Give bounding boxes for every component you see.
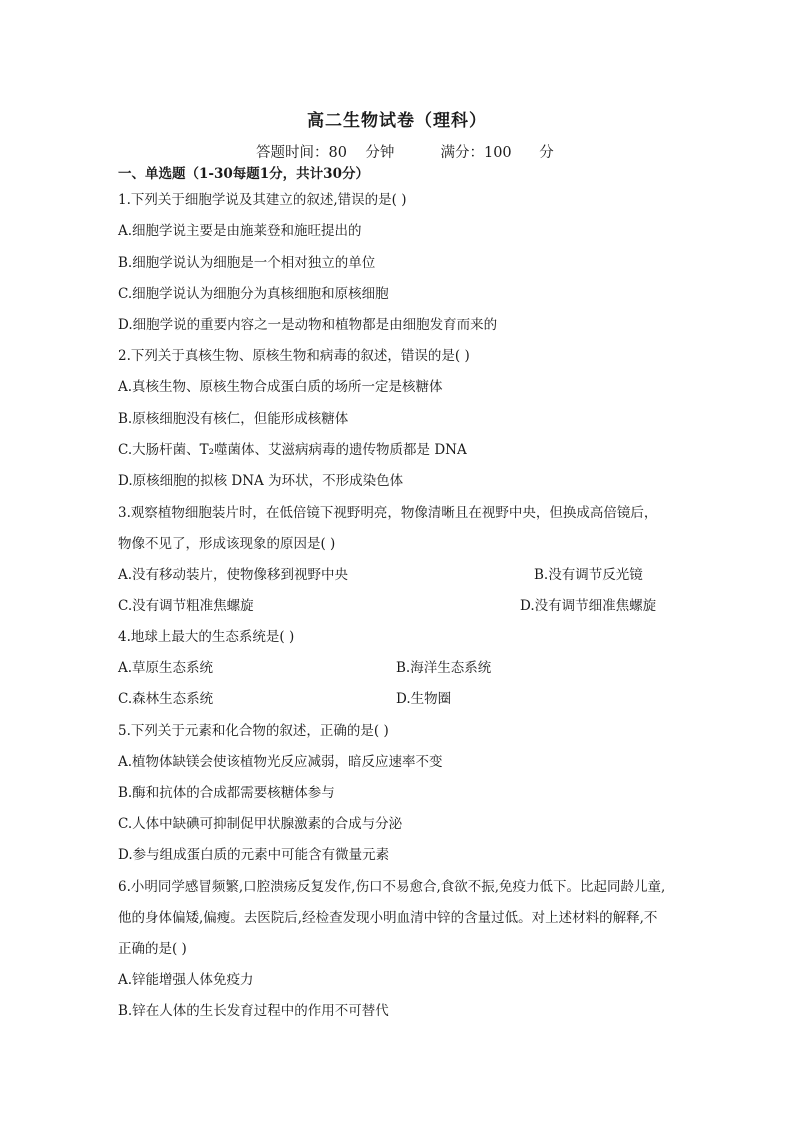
question-6-stem-line1: 6.小明同学感冒频繁,口腔溃疡反复发作,伤口不易愈合,食欲不振,免疫力低下。比起同龄儿童, bbox=[118, 879, 666, 895]
question-1-stem: 1.下列关于细胞学说及其建立的叙述,错误的是( ) bbox=[118, 192, 407, 208]
question-2-option-d: D.原核细胞的拟核 DNA 为环状，不形成染色体 bbox=[118, 473, 404, 489]
question-1-option-c: C.细胞学说认为细胞分为真核细胞和原核细胞 bbox=[118, 286, 389, 302]
section-heading: 一、单选题（1-30每题1分，共计30分） bbox=[118, 166, 369, 182]
question-5-option-b: B.酶和抗体的合成都需要核糖体参与 bbox=[118, 785, 335, 801]
question-5-option-d: D.参与组成蛋白质的元素中可能含有微量元素 bbox=[118, 847, 390, 863]
question-4-option-a: A.草原生态系统 bbox=[118, 660, 214, 676]
question-3-option-b: B.没有调节反光镜 bbox=[534, 567, 643, 583]
question-3-stem-line1: 3.观察植物细胞装片时，在低倍镜下视野明亮，物像清晰且在视野中央，但换成高倍镜后， bbox=[118, 505, 658, 521]
question-6-stem-line3: 正确的是( ) bbox=[118, 941, 187, 957]
question-4-option-d: D.生物圈 bbox=[396, 691, 452, 707]
question-6-option-a: A.锌能增强人体免疫力 bbox=[118, 972, 254, 988]
question-3-option-a: A.没有移动装片，使物像移到视野中央 bbox=[118, 567, 349, 583]
question-5-option-a: A.植物体缺镁会使该植物光反应减弱，暗反应速率不变 bbox=[118, 754, 443, 770]
question-5-option-c: C.人体中缺碘可抑制促甲状腺激素的合成与分泌 bbox=[118, 816, 403, 832]
question-1-option-b: B.细胞学说认为细胞是一个相对独立的单位 bbox=[118, 255, 376, 271]
exam-info: 答题时间：80 分钟 满分：100 分 bbox=[256, 145, 554, 161]
question-1-option-a: A.细胞学说主要是由施莱登和施旺提出的 bbox=[118, 223, 362, 239]
question-6-option-b: B.锌在人体的生长发育过程中的作用不可替代 bbox=[118, 1003, 389, 1019]
question-3-option-c: C.没有调节粗准焦螺旋 bbox=[118, 598, 254, 614]
question-5-stem: 5.下列关于元素和化合物的叙述，正确的是( ) bbox=[118, 723, 389, 739]
question-6-stem-line2: 他的身体偏矮,偏瘦。去医院后,经检查发现小明血清中锌的含量过低。对上述材料的解释,不 bbox=[118, 910, 658, 926]
question-1-option-d: D.细胞学说的重要内容之一是动物和植物都是由细胞发育而来的 bbox=[118, 317, 498, 333]
question-2-stem: 2.下列关于真核生物、原核生物和病毒的叙述，错误的是( ) bbox=[118, 348, 470, 364]
question-2-option-a: A.真核生物、原核生物合成蛋白质的场所一定是核糖体 bbox=[118, 379, 443, 395]
question-4-option-c: C.森林生态系统 bbox=[118, 691, 214, 707]
question-2-option-c: C.大肠杆菌、T₂噬菌体、艾滋病病毒的遗传物质都是 DNA bbox=[118, 442, 467, 458]
question-3-option-d: D.没有调节细准焦螺旋 bbox=[520, 598, 657, 614]
question-2-option-b: B.原核细胞没有核仁，但能形成核糖体 bbox=[118, 411, 349, 427]
question-4-stem: 4.地球上最大的生态系统是( ) bbox=[118, 629, 295, 645]
question-3-stem-line2: 物像不见了，形成该现象的原因是( ) bbox=[118, 536, 336, 552]
page-title: 高二生物试卷（理科） bbox=[307, 111, 487, 131]
question-4-option-b: B.海洋生态系统 bbox=[396, 660, 492, 676]
